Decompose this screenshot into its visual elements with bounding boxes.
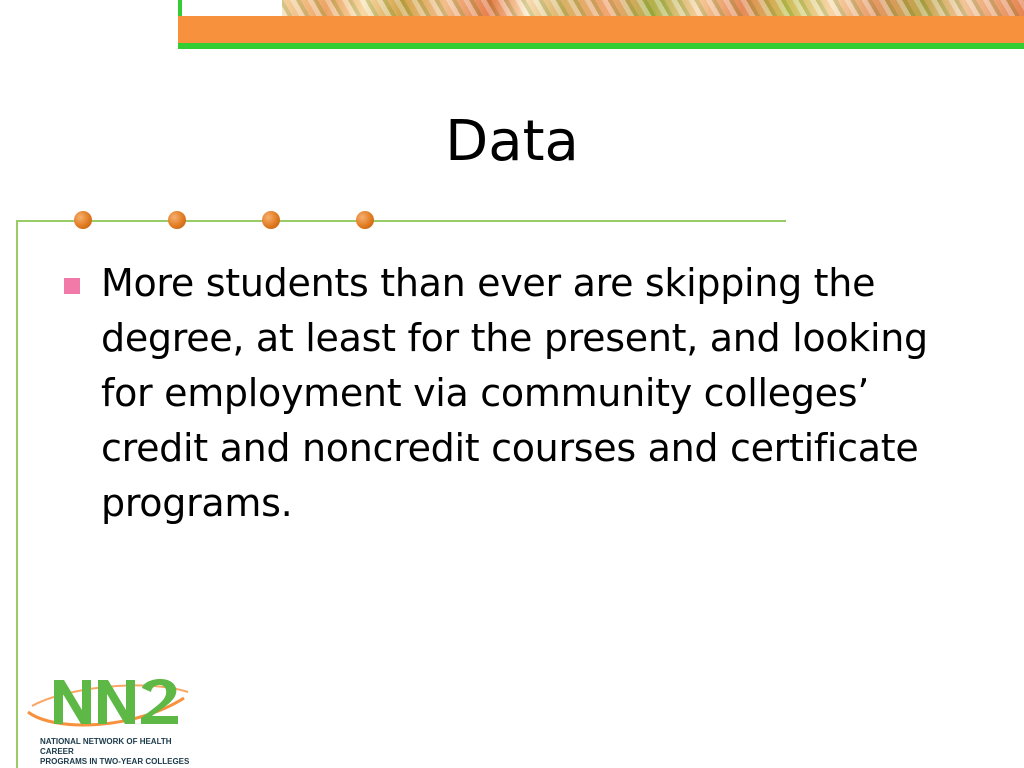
divider-dot: [74, 211, 92, 229]
logo-caption-line-1: NATIONAL NETWORK OF HEALTH CAREER: [40, 737, 172, 756]
divider-vertical: [16, 220, 18, 768]
divider-dot: [262, 211, 280, 229]
banner-green-bar: [178, 43, 1024, 49]
bullet-square-icon: [64, 278, 80, 294]
divider-dot: [356, 211, 374, 229]
logo-caption-line-2: PROGRAMS IN TWO-YEAR COLLEGES: [40, 757, 190, 766]
divider-horizontal: [16, 220, 786, 222]
banner-floral-strip: [282, 0, 1024, 16]
divider-dot: [168, 211, 186, 229]
banner-orange-bar: [178, 16, 1024, 43]
header-banner: [178, 0, 1024, 52]
slide-title: Data: [445, 109, 579, 174]
logo-caption: [40, 737, 200, 767]
bullet-text: More students than ever are skipping the degree, at least for the present, and looking for employment via community colleges’ credit and noncredit courses and certificate programs.: [101, 261, 928, 525]
nn2-logo: [24, 668, 194, 764]
nn2-logo-mark: [24, 668, 194, 738]
